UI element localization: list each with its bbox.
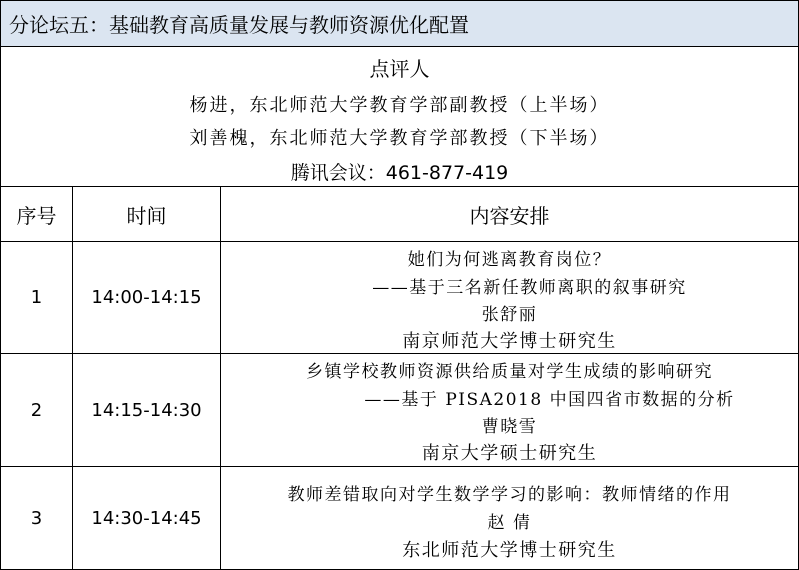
speaker-affiliation: 南京师范大学博士研究生 xyxy=(402,331,617,352)
row-1-time: 14:00-14:15 xyxy=(72,241,221,354)
row-1-number: 1 xyxy=(0,241,73,354)
header-time: 时间 xyxy=(72,186,221,242)
talk-title: 她们为何逃离教育岗位？ xyxy=(407,250,612,270)
row-2-number: 2 xyxy=(0,353,73,467)
row-1-content xyxy=(220,241,799,354)
reviewer-heading: 点评人 xyxy=(369,57,430,81)
speaker-affiliation: 南京大学硕士研究生 xyxy=(421,443,598,464)
talk-title: 教师差错取向对学生数学学习的影响：教师情绪的作用 xyxy=(287,485,732,505)
row-3-time: 14:30-14:45 xyxy=(72,466,221,570)
speaker-name: 张舒丽 xyxy=(481,305,538,325)
row-3-content xyxy=(220,466,799,570)
header-content: 内容安排 xyxy=(220,186,799,242)
reviewer-section xyxy=(0,46,799,187)
speaker-name: 曹晓雪 xyxy=(481,417,538,437)
talk-title: 乡镇学校教师资源供给质量对学生成绩的影响研究 xyxy=(306,362,713,382)
speaker-affiliation: 东北师范大学博士研究生 xyxy=(402,540,617,561)
row-2-content xyxy=(220,353,799,467)
forum-title: 分论坛五：基础教育高质量发展与教师资源优化配置 xyxy=(0,0,799,47)
row-2-time: 14:15-14:30 xyxy=(72,353,221,467)
header-number: 序号 xyxy=(0,186,73,242)
talk-subtitle: ——基于三名新任教师离职的叙事研究 xyxy=(372,278,687,298)
meeting-id: 腾讯会议：461-877-419 xyxy=(290,162,509,184)
talk-subtitle: ——基于 PISA2018 中国四省市数据的分析 xyxy=(364,390,735,410)
speaker-name: 赵 倩 xyxy=(487,513,532,533)
reviewer-first-half: 杨进，东北师范大学教育学部副教授（上半场） xyxy=(189,95,610,116)
row-3-number: 3 xyxy=(0,466,73,570)
reviewer-second-half: 刘善槐，东北师范大学教育学部教授（下半场） xyxy=(189,128,610,149)
